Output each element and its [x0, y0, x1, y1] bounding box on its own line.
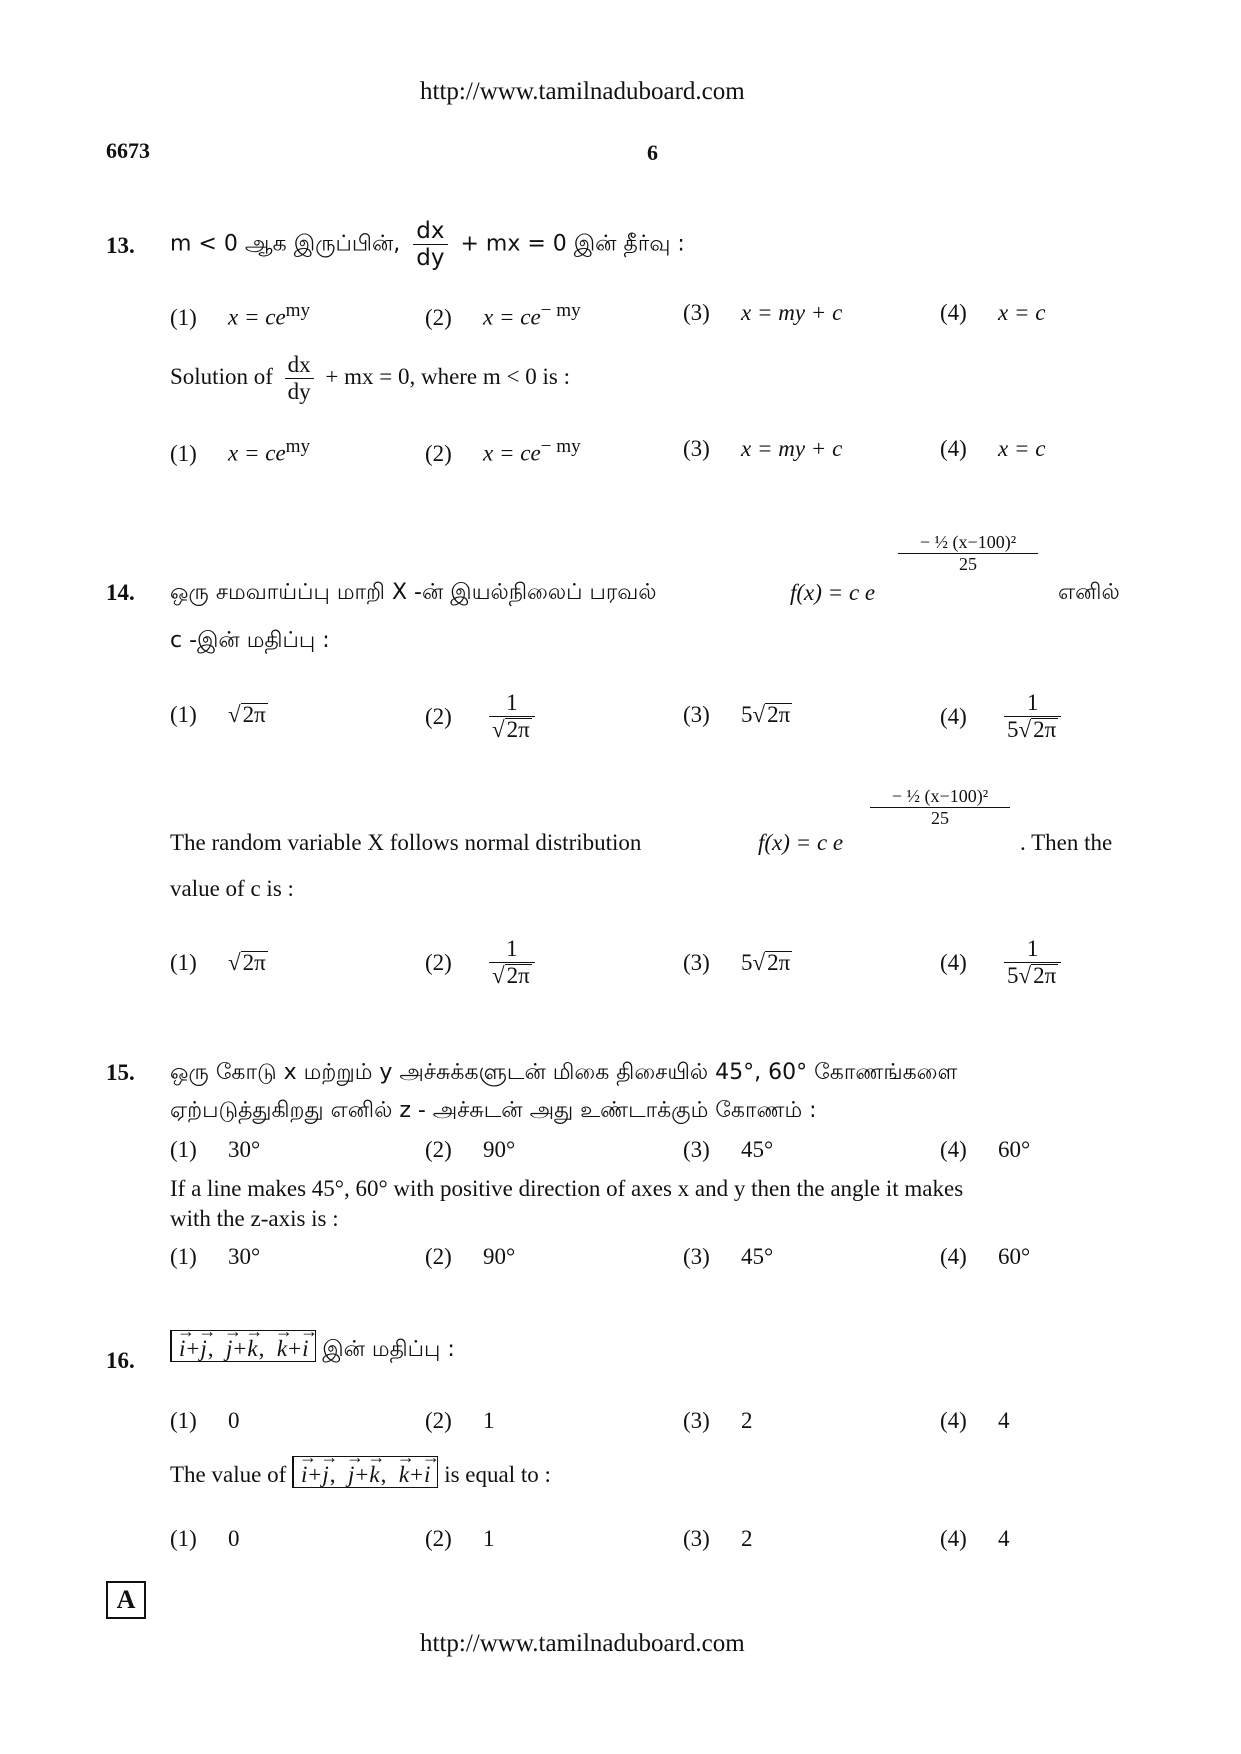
frac-num: dx — [285, 352, 314, 379]
q16-en-opt1: (1) 0 — [170, 1526, 240, 1551]
q13-ta-opt3: (3) x = my + c — [683, 300, 843, 325]
q16-english-stem — [170, 1456, 551, 1488]
q16-ta-post: இன் மதிப்பு : — [322, 1337, 455, 1362]
q16-ta-stem — [170, 1330, 455, 1365]
q14-ta-exponent — [898, 532, 1038, 575]
q13-ta-pre: m < 0 ஆக இருப்பின், — [170, 231, 401, 257]
question-number-15: 15. — [106, 1060, 135, 1085]
q14-en-opt3: (3) 5√2π — [683, 950, 791, 975]
q14-ta-opt2: (2) $\frac{1}{√2\pi}$ — [425, 690, 541, 743]
q14-en-exponent — [870, 786, 1010, 829]
q13-en-pre: Solution of — [170, 363, 273, 389]
q13-en-opt3: (3) x = my + c — [683, 436, 843, 461]
q14-ta-fx: f(x) = c e — [790, 580, 876, 605]
q15-en-opt1: (1) 30° — [170, 1244, 261, 1269]
q14-en-opt2: (2) $\frac{1}{√2\pi}$ — [425, 936, 541, 989]
question-number-13: 13. — [106, 233, 135, 258]
q13-ta-post: + mx = 0 இன் தீர்வு : — [460, 231, 685, 257]
booklet-version-box: A — [106, 1581, 146, 1619]
exp-den: 25 — [959, 554, 977, 574]
q14-ta-opt3: (3) 5√2π — [683, 702, 791, 727]
frac-den: dy — [287, 379, 311, 404]
q15-ta-line1: ஒரு கோடு x மற்றும் y அச்சுக்களுடன் மிகை திசையில் 45°, 60° கோணங்களை — [170, 1060, 958, 1085]
q13-tamil-stem — [170, 218, 685, 271]
header-url[interactable]: http://www.tamilnaduboard.com — [420, 78, 745, 105]
q15-en-opt4: (4) 60° — [940, 1244, 1031, 1269]
exp-num: − ½ (x−100)² — [898, 532, 1038, 554]
q13-en-opt4: (4) x = c — [940, 436, 1046, 461]
question-number-14: 14. — [106, 580, 135, 605]
q13-ta-fraction — [413, 218, 447, 271]
q14-ta-line2: c -இன் மதிப்பு : — [170, 628, 330, 653]
q14-ta-post: எனில் — [1058, 580, 1120, 605]
q15-ta-line2: ஏற்படுத்துகிறது எனில் z - அச்சுடன் அது உண்டாக்கும் கோணம் : — [170, 1098, 817, 1123]
q16-ta-opt4: (4) 4 — [940, 1408, 1010, 1433]
exp-num: − ½ (x−100)² — [870, 786, 1010, 808]
q16-en-opt2: (2) 1 — [425, 1526, 495, 1551]
q16-en-pre: The value of — [170, 1462, 287, 1487]
q13-ta-opt4: (4) x = c — [940, 300, 1046, 325]
frac-num: dx — [413, 218, 447, 245]
exp-den: 25 — [931, 808, 949, 828]
q14-en-pre: The random variable X follows normal distribution — [170, 830, 642, 855]
paper-code: 6673 — [106, 138, 150, 163]
q16-box-product: → i+→ j, → j+→ k, → k+→ i — [292, 1456, 438, 1488]
q14-en-post: . Then the — [1020, 830, 1113, 855]
q16-ta-opt1: (1) 0 — [170, 1408, 240, 1433]
q16-en-post: is equal to : — [444, 1462, 551, 1487]
page-number: 6 — [647, 140, 658, 165]
q13-en-fraction — [285, 352, 314, 405]
q15-ta-opt4: (4) 60° — [940, 1137, 1031, 1162]
q13-ta-opt2: (2) $x = ce^{- my}$ — [425, 300, 581, 330]
q15-ta-opt3: (3) 45° — [683, 1137, 774, 1162]
q15-ta-opt1: (1) 30° — [170, 1137, 261, 1162]
q13-en-opt1: (1) $x = ce^{my}$ — [170, 436, 311, 466]
q16-en-opt3: (3) 2 — [683, 1526, 753, 1551]
q13-en-post: + mx = 0, where m < 0 is : — [325, 363, 570, 389]
q14-ta-line1: ஒரு சமவாய்ப்பு மாறி X -ன் இயல்நிலைப் பரவல் — [170, 580, 657, 605]
q16-ta-opt2: (2) 1 — [425, 1408, 495, 1433]
frac-den: dy — [416, 245, 445, 271]
footer-url[interactable]: http://www.tamilnaduboard.com — [420, 1630, 745, 1657]
q13-ta-opt1: (1) $x = ce^{my}$ — [170, 300, 311, 330]
q14-ta-opt4: (4) $\frac{1}{5√2\pi}$ — [940, 690, 1067, 743]
q16-en-opt4: (4) 4 — [940, 1526, 1010, 1551]
q13-en-opt2: (2) $x = ce^{- my}$ — [425, 436, 581, 466]
q15-ta-opt2: (2) 90° — [425, 1137, 516, 1162]
q14-en-opt1: (1) √2π — [170, 950, 266, 975]
q15-en-line2: with the z-axis is : — [170, 1206, 339, 1231]
q15-en-opt2: (2) 90° — [425, 1244, 516, 1269]
q14-ta-opt1: (1) √2π — [170, 702, 266, 727]
q14-en-line2: value of c is : — [170, 876, 294, 901]
q15-en-line1: If a line makes 45°, 60° with positive direction of axes x and y then the angle it makes — [170, 1176, 964, 1201]
q16-ta-opt3: (3) 2 — [683, 1408, 753, 1433]
question-number-16: 16. — [106, 1348, 135, 1373]
q13-english-stem — [170, 352, 570, 405]
q16-box-product: → i+→ j, → j+→ k, → k+→ i — [170, 1330, 316, 1362]
q15-en-opt3: (3) 45° — [683, 1244, 774, 1269]
q14-en-opt4: (4) $\frac{1}{5√2\pi}$ — [940, 936, 1067, 989]
q14-en-fx: f(x) = c e — [758, 830, 844, 855]
